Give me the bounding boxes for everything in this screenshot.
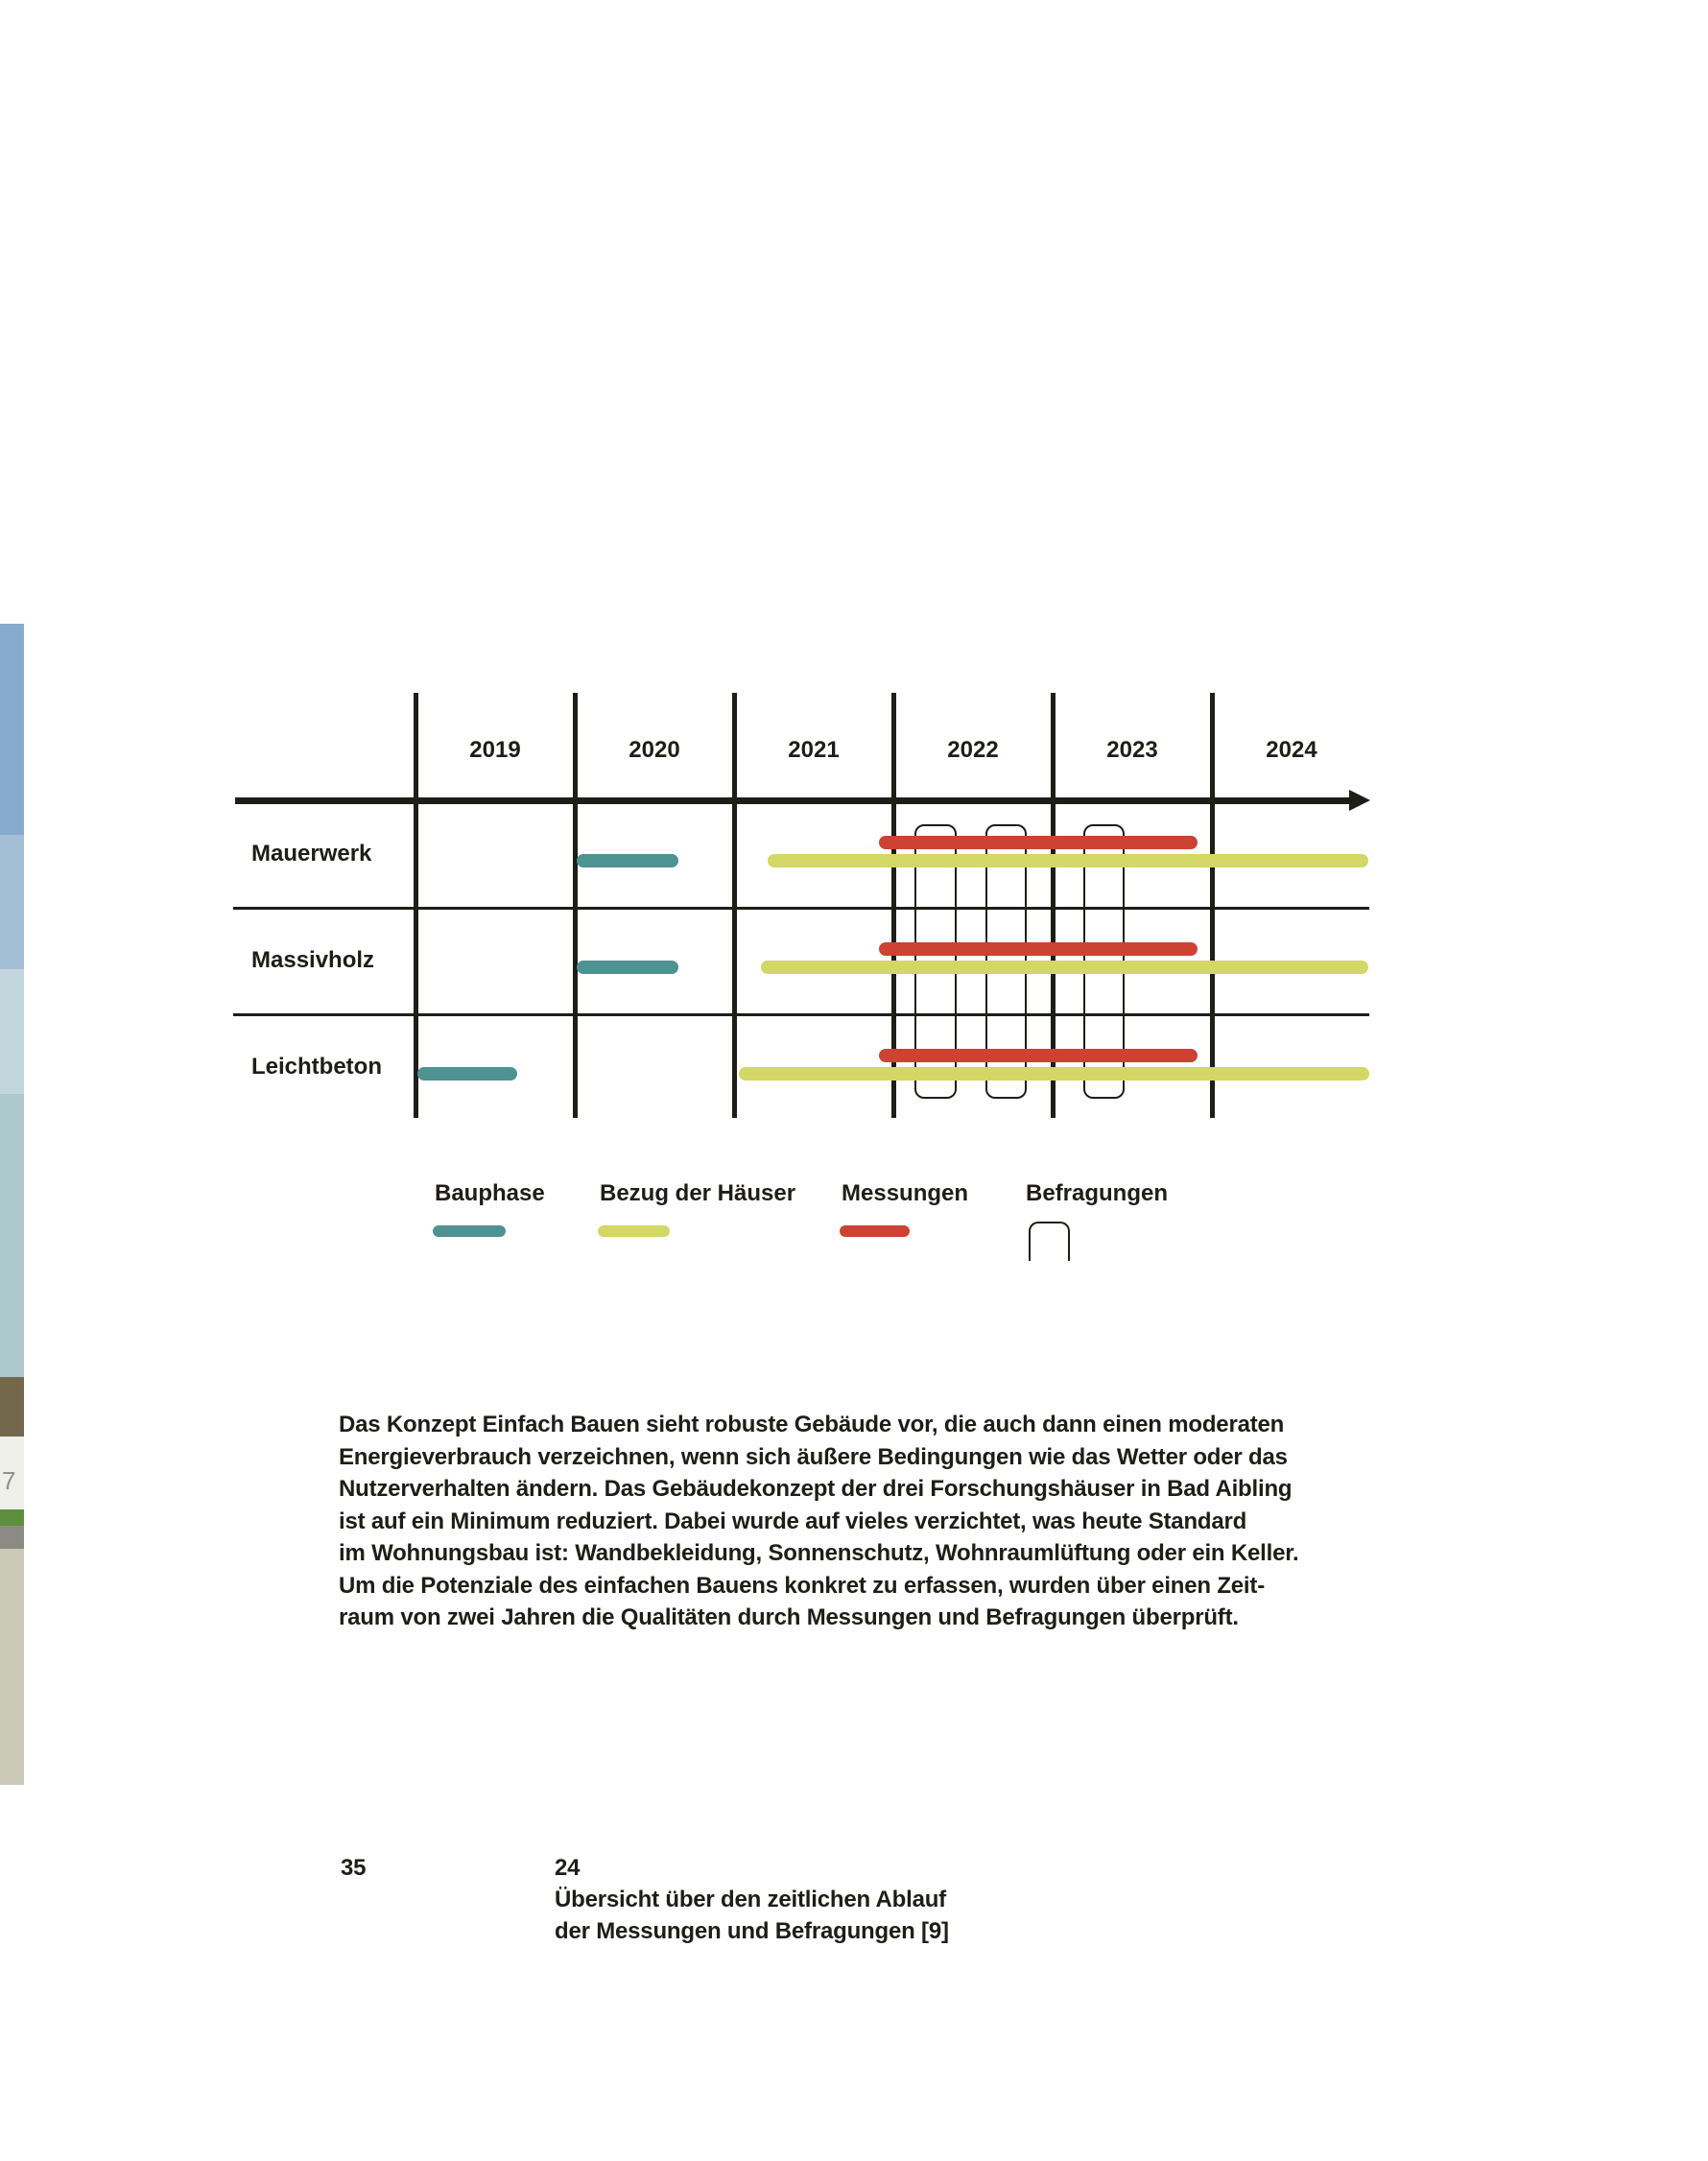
- bar-bezug-der-h-user: [739, 1067, 1369, 1080]
- year-label: 2023: [1106, 737, 1158, 763]
- photo-sign-digit: 7: [2, 1466, 16, 1495]
- year-label: 2019: [469, 737, 521, 763]
- body-text-line: raum von zwei Jahren die Qualitäten durch Messungen und Befragungen überprüft.: [339, 1604, 1239, 1630]
- year-label: 2022: [947, 737, 999, 763]
- legend-label-befragungen: Befragungen: [1026, 1180, 1169, 1206]
- bar-bauphase: [577, 961, 678, 974]
- year-label: 2021: [788, 737, 840, 763]
- photo-strip-segment: [0, 969, 24, 1094]
- row-label-massivholz: Massivholz: [251, 947, 375, 973]
- legend-swatch-messungen: [840, 1225, 910, 1237]
- legend-swatch-bezug: [598, 1225, 670, 1237]
- row-separator-line: [233, 907, 1369, 910]
- photo-strip-segment: [0, 1526, 24, 1549]
- body-text-line: Um die Potenziale des einfachen Bauens konkret zu erfassen, wurden über einen Zeit-: [339, 1572, 1265, 1599]
- figure-number: 24: [555, 1855, 581, 1881]
- photo-strip-segment: [0, 835, 24, 969]
- photo-strip-segment: [0, 1377, 24, 1437]
- grid-line-year: [414, 693, 418, 1118]
- legend-label-messungen: Messungen: [842, 1180, 969, 1206]
- body-text-line: Nutzerverhalten ändern. Das Gebäudekonzept der drei Forschungshäuser in Bad Aibling: [339, 1476, 1293, 1502]
- legend-label-bauphase: Bauphase: [435, 1180, 545, 1206]
- figure-caption-line: der Messungen und Befragungen [9]: [555, 1918, 949, 1944]
- body-text-line: im Wohnungsbau ist: Wandbekleidung, Sonnenschutz, Wohnraumlüftung oder ein Keller.: [339, 1540, 1299, 1566]
- grid-line-year: [573, 693, 578, 1118]
- time-axis-line: [235, 797, 1351, 804]
- row-separator-line: [233, 1013, 1369, 1016]
- bar-messungen: [879, 942, 1198, 956]
- grid-line-year: [1210, 693, 1215, 1118]
- photo-strip-segment: [0, 1549, 24, 1785]
- body-text-line: ist auf ein Minimum reduziert. Dabei wurde auf vieles verzichtet, was heute Standard: [339, 1508, 1247, 1534]
- bar-messungen: [879, 1049, 1198, 1062]
- photo-strip-segment: [0, 1509, 24, 1526]
- bar-messungen: [879, 836, 1198, 849]
- page-number: 35: [341, 1855, 367, 1881]
- legend-swatch-bauphase: [433, 1225, 506, 1237]
- bar-bezug-der-h-user: [761, 961, 1367, 974]
- row-label-leichtbeton: Leichtbeton: [251, 1054, 382, 1080]
- photo-strip-segment: [0, 1094, 24, 1377]
- figure-caption-line: Übersicht über den zeitlichen Ablauf: [555, 1887, 946, 1912]
- legend-befragungen-symbol: [1029, 1222, 1070, 1261]
- time-axis-arrowhead: [1349, 790, 1370, 811]
- photo-strip-segment: [0, 624, 24, 835]
- row-label-mauerwerk: Mauerwerk: [251, 841, 372, 867]
- figure-caption: [555, 1852, 949, 1947]
- year-label: 2020: [629, 737, 680, 763]
- body-text-line: Energieverbrauch verzeichnen, wenn sich äußere Bedingungen wie das Wetter oder das: [339, 1443, 1288, 1470]
- bar-bauphase: [417, 1067, 518, 1080]
- bar-bezug-der-h-user: [768, 854, 1368, 867]
- body-text: [339, 1409, 1299, 1634]
- body-text-line: Das Konzept Einfach Bauen sieht robuste Gebäude vor, die auch dann einen moderaten: [339, 1412, 1285, 1437]
- bar-bauphase: [577, 854, 678, 867]
- grid-line-year: [732, 693, 737, 1118]
- year-label: 2024: [1266, 737, 1317, 763]
- legend-label-bezug-der-h-user: Bezug der Häuser: [600, 1180, 796, 1206]
